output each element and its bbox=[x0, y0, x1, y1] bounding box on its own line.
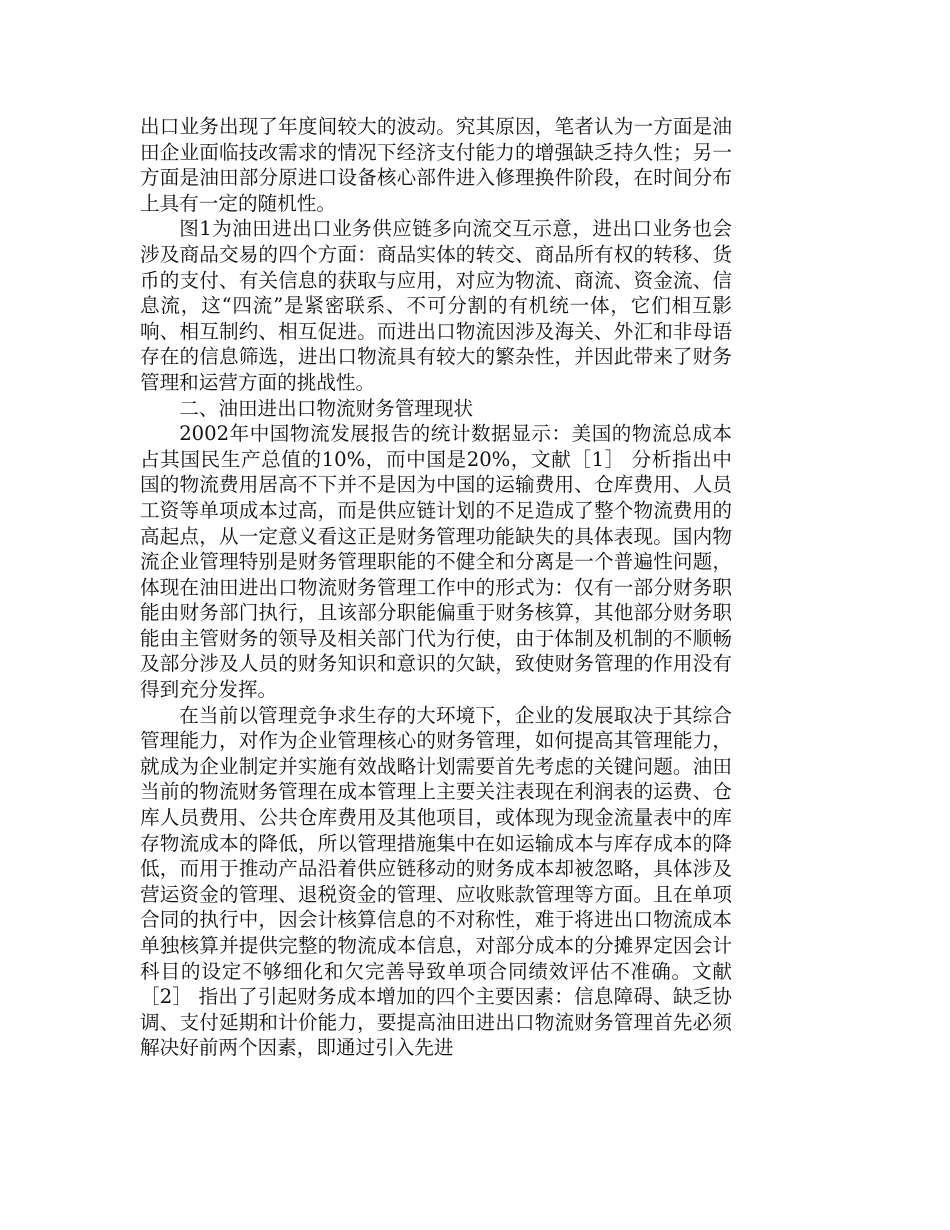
paragraph-report-2002: 2002年中国物流发展报告的统计数据显示：美国的物流总成本占其国民生产总值的10%，而中国是20%，文献［1］ 分析指出中国的物流费用居高不下并不是因为中国的运输费用、仓库费用、人员工资等单项成本过高，而是供应链计划的不足造成了整个物流费用的高起点，从一定意义看这正是财务管理功能缺失的具体表现。国内物流企业管理特别是财务管理职能的不健全和分离是一个普遍性问题，体现在油田进出口物流财务管理工作中的形式为：仅有一部分财务职能由财务部门执行，且该部分职能偏重于财务核算，其他部分财务职能由主管财务的领导及相关部门代为行使，由于体制及机制的不顺畅及部分涉及人员的财务知识和意识的欠缺，致使财务管理的作用没有得到充分发挥。 bbox=[140, 422, 732, 702]
paragraph-continuation: 出口业务出现了年度间较大的波动。究其原因，笔者认为一方面是油田企业面临技改需求的情况下经济支付能力的增强缺乏持久性；另一方面是油田部分原进口设备核心部件进入修理换件阶段，在时间分布上具有一定的随机性。 bbox=[140, 115, 732, 215]
document-page bbox=[140, 114, 732, 1061]
paragraph-current-environment: 在当前以管理竞争求生存的大环境下，企业的发展取决于其综合管理能力，对作为企业管理核心的财务管理，如何提高其管理能力，就成为企业制定并实施有效战略计划需要首先考虑的关键问题。油田当前的物流财务管理在成本管理上主要关注表现在利润表的运费、仓库人员费用、公共仓库费用及其他项目，或体现为现金流量表中的库存物流成本的降低，所以管理措施集中在如运输成本与库存成本的降低，而用于推动产品沿着供应链移动的财务成本却被忽略，具体涉及营运资金的管理、退税资金的管理、应收账款管理等方面。且在单项合同的执行中，因会计核算信息的不对称性，难于将进出口物流成本单独核算并提供完整的物流成本信息，对部分成本的分摊界定因会计科目的设定不够细化和欠完善导致单项合同绩效评估不准确。文献［2］ 指出了引起财务成本增加的四个主要因素：信息障碍、缺乏协调、支付延期和计价能力，要提高油田进出口物流财务管理首先必须解决好前两个因素，即通过引入先进 bbox=[140, 703, 732, 1060]
paragraph-figure-1: 图1为油田进出口业务供应链多向流交互示意，进出口业务也会涉及商品交易的四个方面：商品实体的转交、商品所有权的转移、货币的支付、有关信息的获取与应用，对应为物流、商流、资金流、信息流，这“四流”是紧密联系、不可分割的有机统一体，它们相互影响、相互制约、相互促进。而进出口物流因涉及海关、外汇和非母语存在的信息筛选，进出口物流具有较大的繁杂性，并因此带来了财务管理和运营方面的挑战性。 bbox=[140, 217, 732, 394]
section-heading: 二、油田进出口物流财务管理现状 bbox=[179, 396, 474, 420]
